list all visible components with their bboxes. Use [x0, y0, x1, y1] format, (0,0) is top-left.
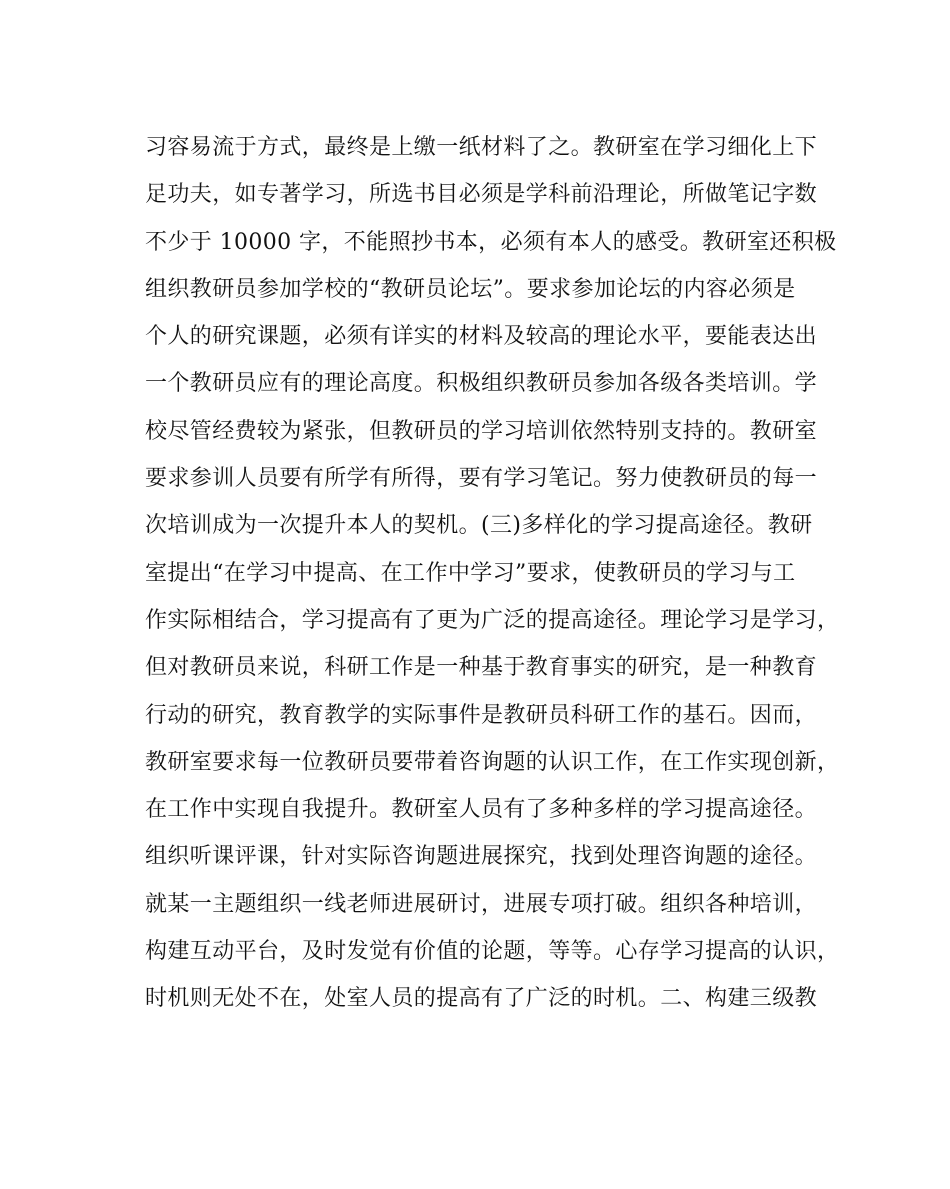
- text-line-18: 构建互动平台，及时发觉有价值的论题，等等。心存学习提高的认识，: [145, 939, 840, 965]
- text-line-4: 组织教研员参加学校的“教研员论坛”。要求参加论坛的内容必须是: [145, 276, 796, 302]
- text-line-17: 就某一主题组织一线老师进展研讨，进展专项打破。组织各种培训，: [145, 891, 818, 917]
- text-line-12: 但对教研员来说，科研工作是一种基于教育事实的研究，是一种教育: [145, 655, 818, 681]
- text-line-10: 室提出“在学习中提高、在工作中学习”要求，使教研员的学习与工: [145, 560, 796, 586]
- text-line-16: 组织听课评课，针对实际咨询题进展探究，找到处理咨询题的途径。: [145, 844, 818, 870]
- text-line-9: 次培训成为一次提升本人的契机。(三)多样化的学习提高途径。教研: [145, 513, 813, 539]
- text-line-15: 在工作中实现自我提升。教研室人员有了多种多样的学习提高途径。: [145, 797, 818, 823]
- body-text: [145, 124, 840, 1023]
- text-line-13: 行动的研究，教育教学的实际事件是教研员科研工作的基石。因而，: [145, 702, 818, 728]
- text-line-11: 作实际相结合，学习提高有了更为广泛的提高途径。理论学习是学习，: [145, 607, 840, 633]
- text-line-6: 一个教研员应有的理论高度。积极组织教研员参加各级各类培训。学: [145, 371, 818, 397]
- text-line-7: 校尽管经费较为紧张，但教研员的学习培训依然特别支持的。教研室: [145, 418, 818, 444]
- text-line-2: 足功夫，如专著学习，所选书目必须是学科前沿理论，所做笔记字数: [145, 182, 818, 208]
- text-line-5: 个人的研究课题，必须有详实的材料及较高的理论水平，要能表达出: [145, 324, 818, 350]
- text-line-19: 时机则无处不在，处室人员的提高有了广泛的时机。二、构建三级教: [145, 986, 818, 1012]
- text-line-3: 不少于 10000 字，不能照抄书本，必须有本人的感受。教研室还积极: [145, 229, 837, 255]
- text-line-1: 习容易流于方式，最终是上缴一纸材料了之。教研室在学习细化上下: [145, 135, 818, 160]
- text-line-8: 要求参训人员要有所学有所得，要有学习笔记。努力使教研员的每一: [145, 466, 818, 492]
- text-line-14: 教研室要求每一位教研员要带着咨询题的认识工作，在工作实现创新，: [145, 749, 840, 775]
